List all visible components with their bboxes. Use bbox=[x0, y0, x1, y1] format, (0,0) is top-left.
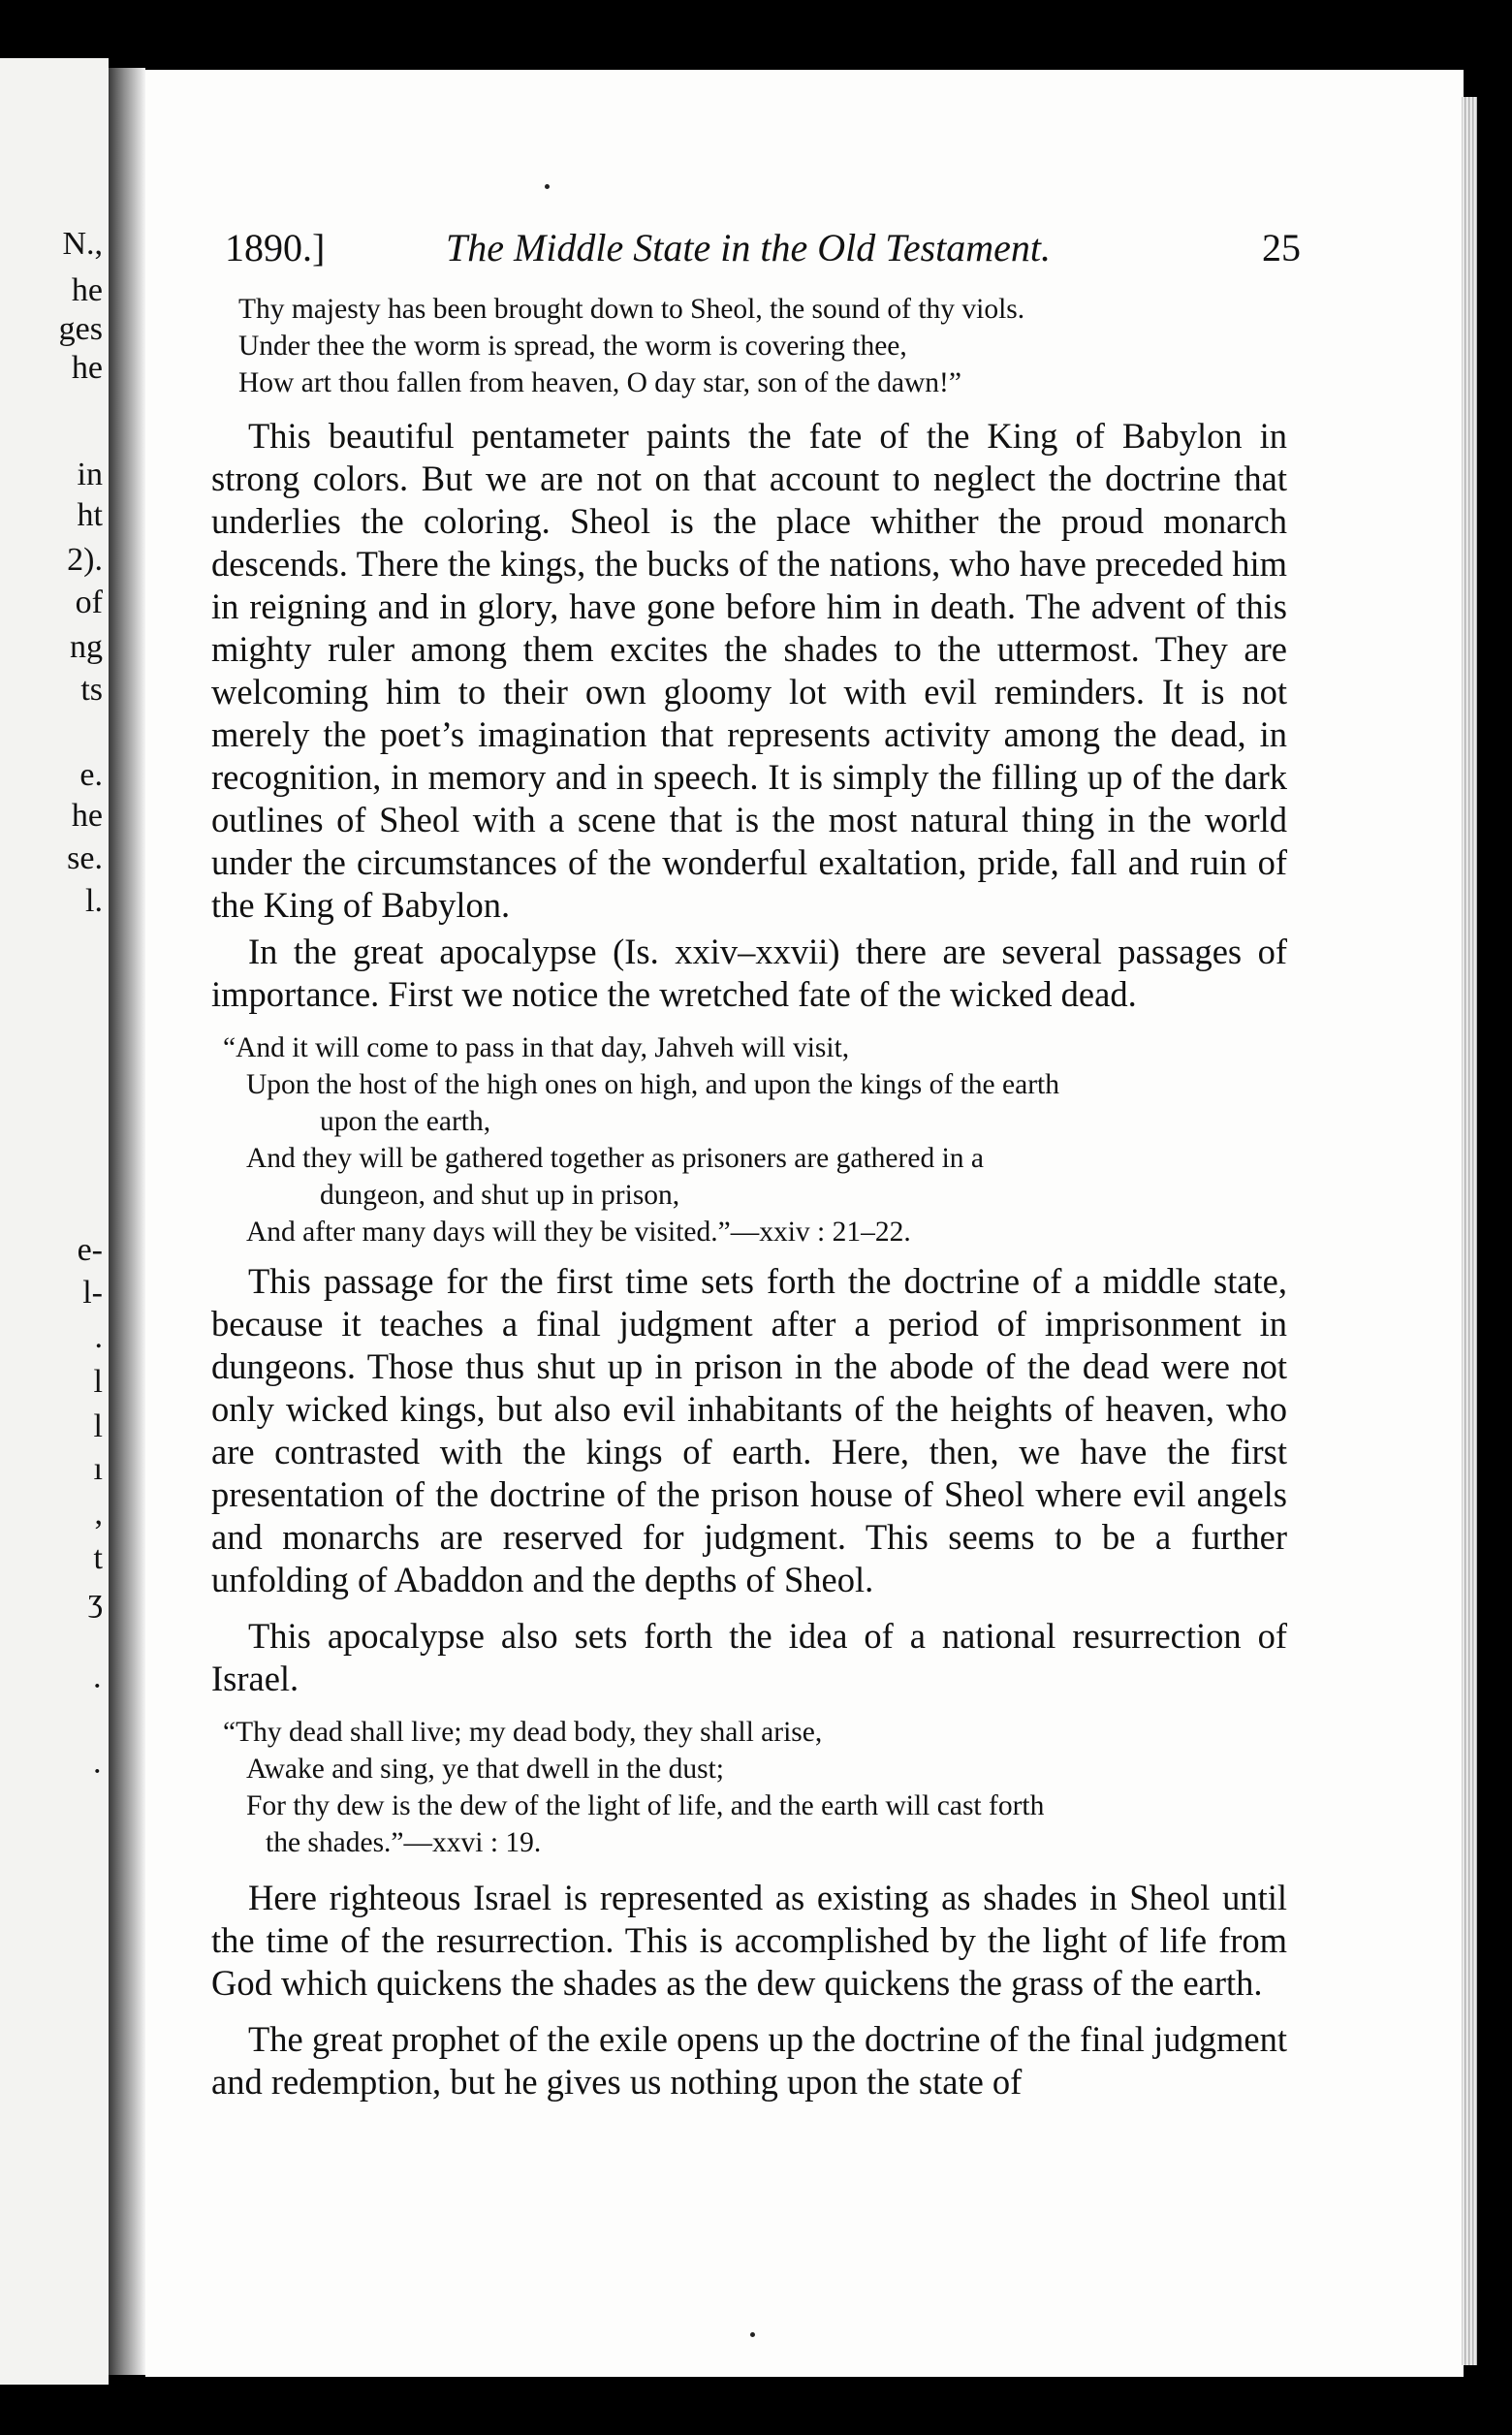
left-page-fragment: · bbox=[91, 1668, 103, 1704]
page-number: 25 bbox=[1262, 226, 1301, 269]
paragraph: Here righteous Israel is represented as existing as shades in Sheol until the time of the resurrection. This is accomplished by the light of life from God which quickens the shades as the dew quickens the grass of the earth. bbox=[211, 1878, 1287, 2003]
left-page-fragment: of bbox=[75, 585, 103, 620]
verse-line: Upon the host of the high ones on high, and upon the kings of the earth bbox=[246, 1069, 1059, 1100]
verse-line: Thy majesty has been brought down to Sheol, the sound of thy viols. bbox=[238, 294, 1025, 325]
paragraph: This passage for the first time sets forth the doctrine of a middle state, because it teaches a final judgment after a period of imprisonment in dungeons. Those thus shut up in prison in the abode of the dead were not only wicked kings, but also evil inhabitants of the heights of heaven, who are contrasted with the kings of earth. Here, then, we have the first presentation of the doctrine of the prison house of Sheol where evil angels and monarchs are reserved for judgment. This seems to be a further unfolding of Abaddon and the depths of Sheol. bbox=[211, 1261, 1287, 1599]
verse-line: “Thy dead shall live; my dead body, they shall arise, bbox=[223, 1717, 823, 1748]
running-header bbox=[225, 225, 1301, 283]
verse-line: For thy dew is the dew of the light of life, and the earth will cast forth bbox=[246, 1790, 1045, 1821]
verse-quotation bbox=[211, 1714, 1287, 1861]
page-body bbox=[211, 291, 1287, 2103]
paragraph: This beautiful pentameter paints the fate of the King of Babylon in strong colors. But we are not on that account to neglect the doctrine that underlies the coloring. Sheol is the place whither the proud monarch descends. There the kings, the bucks of the nations, who have preceded him in reigning and in glory, have gone before him in death. The advent of this mighty ruler among them excites the shades to the uttermost. They are welcoming him to their own gloomy lot with evil reminders. It is not merely the poet’s imagination that represents activity among the dead, in recognition, in memory and in speech. It is simply the filling up of the dark outlines of Sheol with a scene that is the most natural thing in the world under the circumstances of the wonderful exaltation, pride, fall and ruin of the King of Babylon. bbox=[211, 416, 1287, 925]
left-page-fragment: se. bbox=[67, 840, 103, 876]
verse-line: Under thee the worm is spread, the worm is covering thee, bbox=[238, 331, 907, 362]
book-gutter bbox=[109, 68, 145, 2375]
left-page-fragment: ts bbox=[80, 672, 103, 708]
running-title: The Middle State in the Old Testament. bbox=[446, 226, 1052, 269]
verse-quotation bbox=[211, 291, 1287, 401]
speck bbox=[750, 2332, 755, 2337]
left-page-fragment: he bbox=[71, 350, 103, 386]
left-page-fragment: e- bbox=[77, 1232, 103, 1268]
speck bbox=[545, 184, 550, 189]
paragraph: In the great apocalypse (Is. xxiv–xxvii) there are several passages of importance. First we notice the wretched fate of the wicked dead. bbox=[211, 932, 1287, 1014]
verse-line: the shades.”—xxvi : 19. bbox=[266, 1827, 542, 1858]
verse-line: upon the earth, bbox=[320, 1106, 491, 1137]
left-page-fragment: e. bbox=[79, 757, 103, 793]
left-page-fragment: 2). bbox=[67, 542, 103, 578]
left-page-fragment: l bbox=[93, 1408, 103, 1444]
verse-line: Awake and sing, ye that dwell in the dust; bbox=[246, 1754, 724, 1785]
verse-line: “And it will come to pass in that day, Jahveh will visit, bbox=[223, 1032, 850, 1063]
verse-line: dungeon, and shut up in prison, bbox=[320, 1180, 680, 1211]
verse-line: And they will be gathered together as prisoners are gathered in a bbox=[246, 1143, 984, 1174]
header-year: 1890.] bbox=[225, 226, 326, 269]
left-page-fragment: he bbox=[71, 798, 103, 834]
left-page-fragment: · bbox=[91, 1754, 103, 1789]
left-page-fragment: l. bbox=[85, 883, 103, 919]
left-page-fragment: ng bbox=[70, 629, 103, 665]
left-page-fragment: ht bbox=[77, 497, 103, 533]
book-page bbox=[145, 70, 1464, 2377]
paragraph: The great prophet of the exile opens up the doctrine of the final judgment and redemption, but he gives us nothing upon the state of bbox=[211, 2019, 1287, 2102]
left-page-fragment: in bbox=[77, 457, 103, 492]
paragraph: This apocalypse also sets forth the idea of a national resurrection of Israel. bbox=[211, 1616, 1287, 1698]
left-page-fragment: l- bbox=[82, 1275, 103, 1311]
left-facing-page bbox=[0, 58, 109, 2385]
left-page-fragment: ʒ bbox=[87, 1583, 103, 1619]
verse-line: And after many days will they be visited.”—xxiv : 21–22. bbox=[246, 1217, 911, 1248]
verse-quotation bbox=[211, 1029, 1287, 1250]
left-page-fragment: he bbox=[71, 272, 103, 308]
verse-line: How art thou fallen from heaven, O day star, son of the dawn!” bbox=[238, 367, 961, 398]
left-page-fragment: ges bbox=[58, 311, 103, 347]
left-page-fragment: N., bbox=[62, 226, 103, 262]
left-page-fragment: ı bbox=[93, 1451, 103, 1487]
page-edge bbox=[1462, 97, 1477, 2365]
left-page-fragment: , bbox=[94, 1496, 103, 1532]
left-page-fragment: l bbox=[93, 1364, 103, 1400]
left-page-fragment: t bbox=[93, 1540, 103, 1576]
left-page-fragment: . bbox=[94, 1319, 103, 1355]
